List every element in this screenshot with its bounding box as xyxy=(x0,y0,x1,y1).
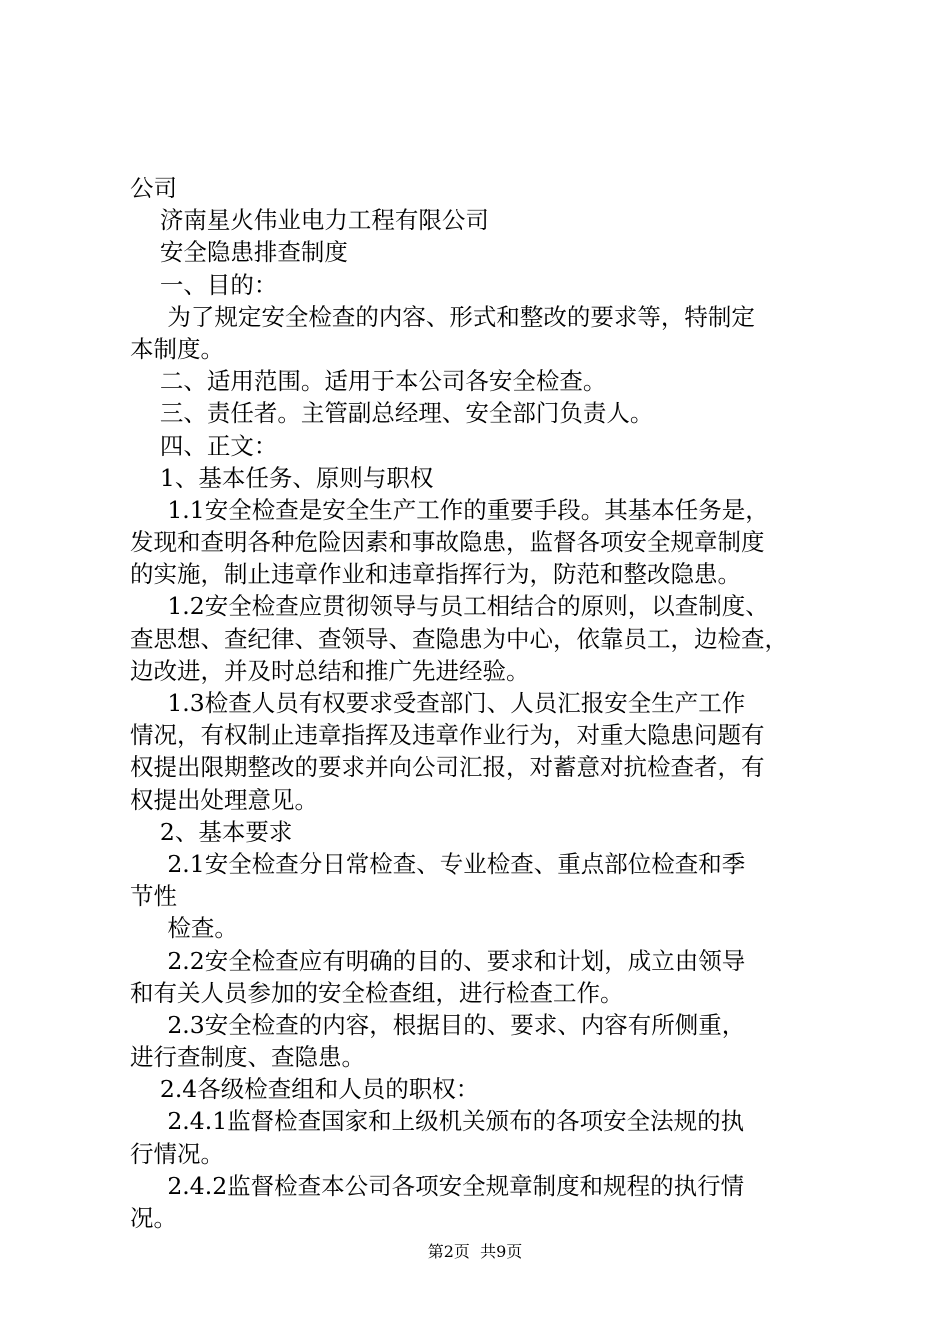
company-name: 济南星火伟业电力工程有限公司 xyxy=(130,206,489,235)
text-line: 2.3安全检查的内容，根据目的、要求、内容有所侧重， xyxy=(130,1010,746,1039)
text-line: 查思想、查纪律、查领导、查隐患为中心，依靠员工，边检查， xyxy=(130,624,788,653)
text-line: 为了规定安全检查的内容、形式和整改的要求等，特制定 xyxy=(130,302,755,331)
text-line: 1.2安全检查应贯彻领导与员工相结合的原则，以查制度、 xyxy=(130,592,769,621)
section-heading: 三、责任者。主管副总经理、安全部门负责人。 xyxy=(130,399,654,428)
text-line: 况。 xyxy=(130,1204,177,1232)
subsection-heading: 1、基本任务、原则与职权 xyxy=(130,463,434,492)
document-body xyxy=(130,172,842,1234)
page-number: 第2页 共9页 xyxy=(427,1242,523,1261)
document-title: 安全隐患排查制度 xyxy=(130,238,348,267)
text-line: 和有关人员参加的安全检查组，进行检查工作。 xyxy=(130,978,624,1007)
text-line: 的实施，制止违章作业和违章指挥行为，防范和整改隐患。 xyxy=(130,560,741,589)
text-line: 节性 xyxy=(130,882,177,911)
text-line: 公司 xyxy=(130,174,177,202)
text-line: 2.2安全检查应有明确的目的、要求和计划，成立由领导 xyxy=(130,946,746,975)
text-line: 2.4.2监督检查本公司各项安全规章制度和规程的执行情 xyxy=(130,1171,745,1200)
text-line: 本制度。 xyxy=(130,334,224,363)
text-line: 2.4.1监督检查国家和上级机关颁布的各项安全法规的执 xyxy=(130,1107,745,1136)
section-heading: 一、目的： xyxy=(130,270,278,299)
text-line: 2.1安全检查分日常检查、专业检查、重点部位检查和季 xyxy=(130,849,746,878)
text-line: 情况，有权制止违章指挥及违章作业行为，对重大隐患问题有 xyxy=(130,721,765,750)
subsection-heading: 2、基本要求 xyxy=(130,817,293,846)
text-line: 2.4各级检查组和人员的职权： xyxy=(130,1075,480,1104)
text-line: 发现和查明各种危险因素和事故隐患，监督各项安全规章制度 xyxy=(130,528,765,557)
text-line: 1.1安全检查是安全生产工作的重要手段。其基本任务是， xyxy=(130,495,769,524)
page-footer xyxy=(0,1242,950,1262)
text-line: 行情况。 xyxy=(130,1139,224,1168)
text-line: 进行查制度、查隐患。 xyxy=(130,1043,365,1072)
text-line: 1.3检查人员有权要求受查部门、人员汇报安全生产工作 xyxy=(130,689,746,717)
section-heading: 二、适用范围。适用于本公司各安全检查。 xyxy=(130,367,607,396)
text-line: 权提出限期整改的要求并向公司汇报，对蓄意对抗检查者，有 xyxy=(130,753,765,782)
text-line: 边改进，并及时总结和推广先进经验。 xyxy=(130,656,530,685)
text-line: 检查。 xyxy=(130,914,238,943)
text-line: 权提出处理意见。 xyxy=(130,785,318,814)
section-heading: 四、正文： xyxy=(130,431,278,460)
